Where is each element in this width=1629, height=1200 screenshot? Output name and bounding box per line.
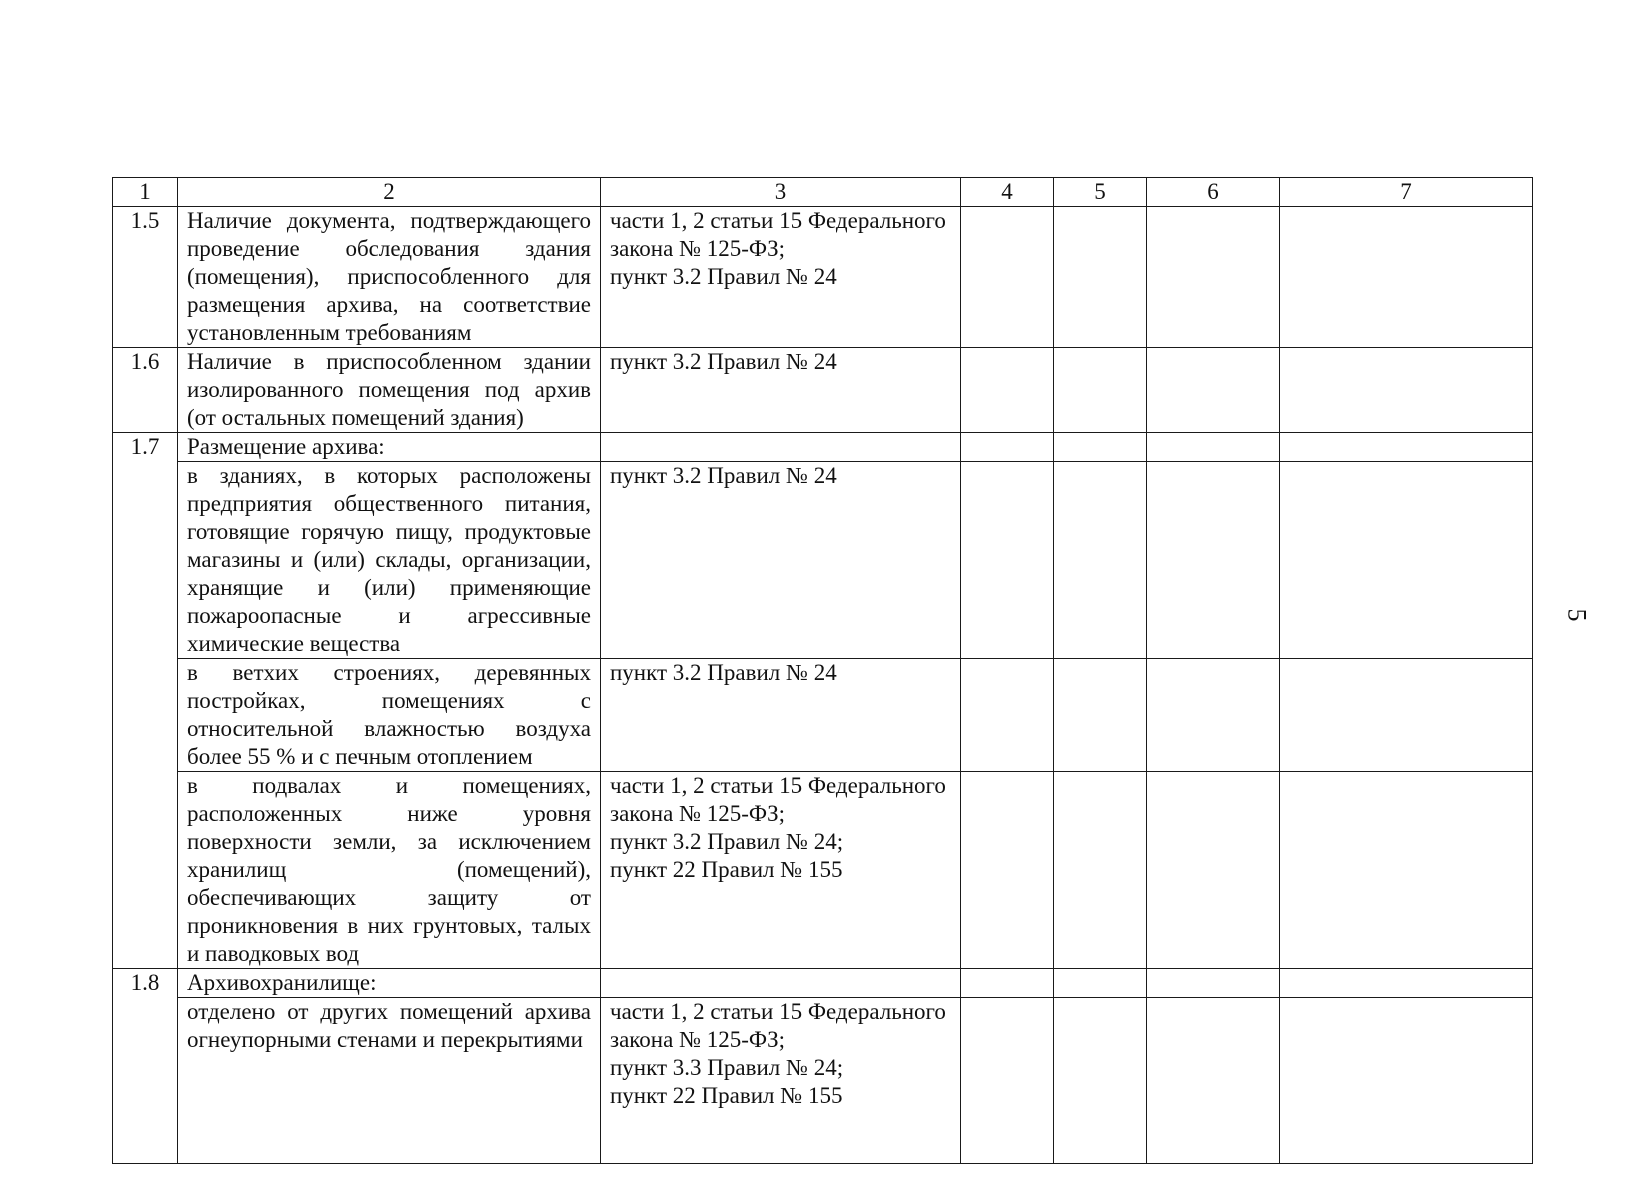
- reference-line: части 1, 2 статьи 15 Федерального закона № 125-ФЗ;: [610, 999, 946, 1052]
- empty-cell: [961, 207, 1054, 348]
- reference-line: пункт 3.3 Правил № 24;: [610, 1055, 844, 1080]
- empty-cell: [961, 433, 1054, 462]
- requirement-text: Размещение архива:: [178, 433, 601, 462]
- requirement-text: в ветхих строениях, деревянных постройках, помещениях с относительной влажностью воздуха более 55 % и с печным отоплением: [178, 659, 601, 772]
- empty-cell: [1280, 659, 1533, 772]
- table-row: [113, 772, 1533, 969]
- empty-cell: [1054, 348, 1147, 433]
- reference-line: пункт 3.2 Правил № 24: [610, 264, 837, 289]
- reference-line: части 1, 2 статьи 15 Федерального закона № 125-ФЗ;: [610, 208, 946, 261]
- empty-cell: [1147, 348, 1280, 433]
- empty-cell: [1280, 998, 1533, 1164]
- empty-cell: [1280, 462, 1533, 659]
- legal-reference: [601, 969, 961, 998]
- empty-cell: [1147, 659, 1280, 772]
- reference-line: пункт 22 Правил № 155: [610, 857, 843, 882]
- empty-cell: [1280, 433, 1533, 462]
- reference-line: пункт 3.2 Правил № 24: [610, 349, 837, 374]
- empty-cell: [961, 348, 1054, 433]
- empty-cell: [1147, 433, 1280, 462]
- empty-cell: [961, 659, 1054, 772]
- table-row: [113, 433, 1533, 462]
- requirement-text: Наличие документа, подтверждающего проведение обследования здания (помещения), приспособленного для размещения архива, на соответствие установленным требованиям: [178, 207, 601, 348]
- empty-cell: [961, 772, 1054, 969]
- empty-cell: [1147, 462, 1280, 659]
- legal-reference: [601, 207, 961, 348]
- empty-cell: [1054, 462, 1147, 659]
- table-row: [113, 659, 1533, 772]
- empty-cell: [961, 969, 1054, 998]
- legal-reference: [601, 348, 961, 433]
- empty-cell: [1054, 998, 1147, 1164]
- empty-cell: [1054, 772, 1147, 969]
- header-cell: 2: [178, 178, 601, 207]
- empty-cell: [1054, 433, 1147, 462]
- row-number: 1.8: [113, 969, 178, 1164]
- table-row: [113, 462, 1533, 659]
- legal-reference: [601, 659, 961, 772]
- reference-line: пункт 3.2 Правил № 24;: [610, 829, 844, 854]
- row-number: 1.6: [113, 348, 178, 433]
- table-row: [113, 348, 1533, 433]
- empty-cell: [1054, 969, 1147, 998]
- legal-reference: [601, 772, 961, 969]
- empty-cell: [1280, 207, 1533, 348]
- empty-cell: [1280, 969, 1533, 998]
- empty-cell: [1280, 772, 1533, 969]
- requirement-text: в зданиях, в которых расположены предприятия общественного питания, готовящие горячую пищу, продуктовые магазины и (или) склады, организации, хранящие и (или) применяющие пожароопасные и агрессивные химические вещества: [178, 462, 601, 659]
- header-cell: 4: [961, 178, 1054, 207]
- requirement-text: Наличие в приспособленном здании изолированного помещения под архив (от остальных помещений здания): [178, 348, 601, 433]
- reference-line: части 1, 2 статьи 15 Федерального закона № 125-ФЗ;: [610, 773, 946, 826]
- empty-cell: [1147, 998, 1280, 1164]
- table-row: [113, 998, 1533, 1164]
- row-number: 1.5: [113, 207, 178, 348]
- requirement-text: в подвалах и помещениях, расположенных ниже уровня поверхности земли, за исключением хранилищ (помещений), обеспечивающих защиту от проникновения в них грунтовых, талых и паводковых вод: [178, 772, 601, 969]
- legal-reference: [601, 998, 961, 1164]
- table-row: [113, 207, 1533, 348]
- empty-cell: [1147, 207, 1280, 348]
- reference-line: пункт 3.2 Правил № 24: [610, 463, 837, 488]
- empty-cell: [1147, 969, 1280, 998]
- legal-reference: [601, 462, 961, 659]
- header-cell: 7: [1280, 178, 1533, 207]
- table-header-row: [113, 178, 1533, 207]
- empty-cell: [1147, 772, 1280, 969]
- page-number: 5: [1562, 608, 1592, 622]
- requirement-text: Архивохранилище:: [178, 969, 601, 998]
- reference-line: пункт 22 Правил № 155: [610, 1083, 843, 1108]
- reference-line: пункт 3.2 Правил № 24: [610, 660, 837, 685]
- header-cell: 6: [1147, 178, 1280, 207]
- empty-cell: [961, 462, 1054, 659]
- header-cell: 3: [601, 178, 961, 207]
- header-cell: 5: [1054, 178, 1147, 207]
- legal-reference: [601, 433, 961, 462]
- requirements-table: [112, 177, 1533, 1164]
- header-cell: 1: [113, 178, 178, 207]
- empty-cell: [1054, 659, 1147, 772]
- empty-cell: [1280, 348, 1533, 433]
- table-row: [113, 969, 1533, 998]
- empty-cell: [1054, 207, 1147, 348]
- row-number: 1.7: [113, 433, 178, 969]
- requirement-text: отделено от других помещений архива огнеупорными стенами и перекрытиями: [178, 998, 601, 1164]
- empty-cell: [961, 998, 1054, 1164]
